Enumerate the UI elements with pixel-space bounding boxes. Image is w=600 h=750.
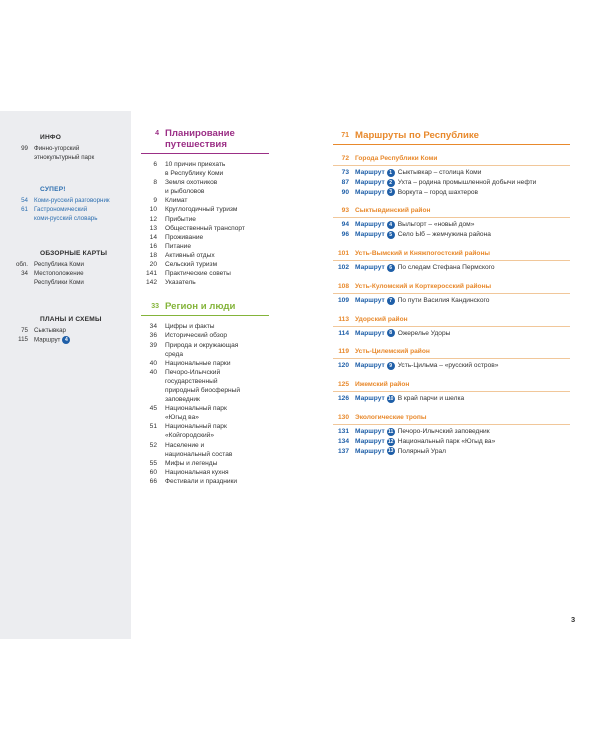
toc-entry[interactable] bbox=[141, 359, 269, 368]
route-entry[interactable] bbox=[333, 296, 570, 306]
route-entry[interactable] bbox=[333, 427, 570, 437]
route-title: Воркута – город шахтеров bbox=[397, 188, 479, 196]
routes-column bbox=[333, 130, 570, 456]
page-number: 73 bbox=[341, 169, 349, 176]
toc-entry[interactable] bbox=[141, 468, 269, 477]
sidebar-plans-heading: ПЛАНЫ И СХЕМЫ bbox=[40, 316, 102, 323]
entry-title: Финно-угорский этнокультурный парк bbox=[34, 145, 95, 161]
route-label: Маршрут bbox=[355, 188, 385, 196]
route-label: Маршрут bbox=[355, 169, 385, 176]
route-group bbox=[333, 206, 570, 240]
route-entry[interactable] bbox=[333, 263, 570, 273]
route-number-badge: 8 bbox=[387, 329, 395, 337]
route-label: Маршрут bbox=[355, 395, 385, 403]
route-entry[interactable] bbox=[333, 220, 570, 230]
page-number: 33 bbox=[151, 303, 159, 311]
sidebar-maps-item[interactable] bbox=[0, 270, 131, 288]
page-number: 113 bbox=[338, 315, 349, 323]
toc-entry[interactable] bbox=[141, 459, 269, 468]
sidebar-super-item[interactable] bbox=[0, 206, 131, 224]
region-heading[interactable] bbox=[141, 301, 269, 316]
toc-entry[interactable] bbox=[141, 331, 269, 340]
page-number: 87 bbox=[341, 178, 349, 186]
route-number-badge: 11 bbox=[388, 428, 394, 435]
entry-title: Печоро-Илычский государственный природный биосферный заповедник bbox=[165, 368, 241, 404]
route-number-badge: 7 bbox=[387, 297, 395, 305]
page-number: 99 bbox=[21, 145, 28, 152]
entry-title: Национальный парк «Югыд ва» bbox=[165, 405, 227, 422]
entry-title: Мифы и легенды bbox=[165, 459, 218, 467]
toc-entry[interactable] bbox=[141, 322, 269, 331]
page-number: 60 bbox=[149, 468, 157, 476]
group-title: Ижемский район bbox=[355, 381, 410, 389]
page-number: 93 bbox=[341, 207, 349, 215]
route-title: Полярный Урал bbox=[397, 447, 447, 455]
route-entry[interactable] bbox=[333, 437, 570, 447]
page-number: 101 bbox=[337, 249, 349, 257]
page-number: 51 bbox=[149, 423, 157, 431]
route-entry[interactable] bbox=[333, 168, 570, 178]
entry-title: Национальные парки bbox=[165, 359, 231, 367]
sidebar-plans-item[interactable] bbox=[0, 336, 131, 345]
toc-entry[interactable] bbox=[141, 224, 269, 233]
page-number: 134 bbox=[337, 437, 349, 445]
entry-title: Земля охотников и рыболовов bbox=[165, 179, 218, 196]
route-group-heading[interactable] bbox=[333, 413, 570, 425]
toc-entry[interactable] bbox=[141, 260, 269, 269]
page-number: 34 bbox=[149, 323, 157, 331]
route-label: Маршрут bbox=[355, 447, 385, 455]
route-title: Выльгорт – «новый дом» bbox=[397, 221, 475, 229]
group-title: Усть-Куломский и Корткеросский районы bbox=[355, 282, 492, 290]
page-number: 75 bbox=[21, 327, 28, 334]
page-number-footer: 3 bbox=[571, 615, 576, 624]
route-group-heading[interactable] bbox=[333, 347, 570, 359]
route-entry[interactable] bbox=[333, 447, 570, 457]
route-number-badge: 3 bbox=[387, 188, 395, 196]
route-number-badge: 4 bbox=[387, 221, 395, 229]
sidebar-info-item[interactable] bbox=[0, 145, 131, 163]
page-number: 108 bbox=[337, 282, 349, 290]
group-title: Усть-Вымский и Княжпогостский районы bbox=[355, 249, 491, 257]
route-number-badge: 13 bbox=[387, 448, 394, 455]
route-group bbox=[333, 347, 570, 371]
page-number: 12 bbox=[149, 215, 157, 223]
route-entry[interactable] bbox=[333, 230, 570, 240]
route-number-badge: 6 bbox=[387, 264, 395, 272]
page-number: 114 bbox=[338, 329, 349, 337]
page-number: 96 bbox=[341, 231, 349, 239]
sidebar-super-heading: СУПЕР! bbox=[40, 186, 66, 193]
route-entry[interactable] bbox=[333, 329, 570, 339]
page-number: 131 bbox=[337, 427, 349, 435]
sidebar-info-section bbox=[0, 134, 131, 163]
route-entry[interactable] bbox=[333, 188, 570, 198]
toc-entry[interactable] bbox=[141, 205, 269, 214]
entry-title: Природа и окружающая среда bbox=[165, 341, 239, 358]
sidebar-maps-item[interactable] bbox=[0, 261, 131, 270]
route-group bbox=[333, 315, 570, 339]
entry-title: Прибытие bbox=[165, 215, 196, 223]
planning-list bbox=[141, 160, 269, 287]
route-label: Маршрут bbox=[355, 296, 385, 304]
sidebar-super-item[interactable] bbox=[0, 197, 131, 206]
route-title: Ухта – родина промышленной добычи нефти bbox=[397, 178, 537, 186]
section-title: Планирование путешествия bbox=[165, 128, 235, 150]
entry-title: Население и национальный состав bbox=[165, 441, 233, 458]
route-group-heading[interactable] bbox=[333, 315, 570, 327]
route-title: По пути Василия Кандинского bbox=[397, 296, 490, 304]
page-number: 9 bbox=[153, 197, 157, 205]
page-number: 52 bbox=[149, 441, 157, 449]
entry-title: Цифры и факты bbox=[165, 323, 215, 331]
page-number: 40 bbox=[149, 359, 157, 367]
page-number: 71 bbox=[341, 132, 349, 139]
sidebar-info-heading: ИНФО bbox=[40, 134, 62, 141]
page-number: 119 bbox=[338, 348, 349, 356]
page-number: 137 bbox=[337, 447, 349, 455]
route-group-heading[interactable] bbox=[333, 380, 570, 392]
route-group bbox=[333, 249, 570, 273]
route-title: Ожерелье Удоры bbox=[397, 329, 451, 337]
entry-title: Исторический обзор bbox=[165, 332, 228, 340]
route-label: Маршрут bbox=[355, 437, 385, 445]
toc-entry[interactable] bbox=[141, 251, 269, 260]
route-number-badge: 5 bbox=[387, 231, 395, 239]
toc-entry[interactable] bbox=[141, 404, 269, 422]
entry-title: Проживание bbox=[165, 233, 204, 241]
route-group-heading[interactable] bbox=[333, 249, 570, 261]
page-number: 61 bbox=[21, 205, 28, 213]
page-number: 141 bbox=[145, 270, 157, 278]
toc-entry[interactable] bbox=[141, 269, 269, 278]
route-number-badge: 4 bbox=[62, 336, 70, 344]
route-group bbox=[333, 380, 570, 404]
page-number: 90 bbox=[341, 188, 349, 196]
toc-entry[interactable] bbox=[141, 233, 269, 242]
sidebar-maps-heading: ОБЗОРНЫЕ КАРТЫ bbox=[40, 250, 108, 257]
route-label: Маршрут bbox=[355, 362, 385, 370]
routes-heading[interactable] bbox=[333, 130, 570, 145]
route-label: Маршрут bbox=[355, 231, 385, 239]
route-title: По следам Стефана Пермского bbox=[397, 263, 495, 271]
toc-entry[interactable] bbox=[141, 441, 269, 459]
routes-list bbox=[333, 154, 570, 456]
page-number: обл. bbox=[15, 261, 28, 268]
page-number: 14 bbox=[149, 233, 157, 241]
route-entry[interactable] bbox=[333, 361, 570, 371]
entry-title: Указатель bbox=[165, 279, 196, 287]
page-number: 72 bbox=[341, 155, 349, 162]
route-group-heading[interactable] bbox=[333, 206, 570, 218]
page-number: 10 bbox=[149, 206, 157, 214]
page-number: 126 bbox=[337, 395, 349, 403]
sidebar-super-section bbox=[0, 186, 131, 223]
group-title: Сыктывдинский район bbox=[355, 207, 431, 215]
page-number: 109 bbox=[337, 296, 349, 304]
route-title: Усть-Цильма – «русский остров» bbox=[397, 362, 499, 370]
sidebar-maps-section bbox=[0, 250, 131, 287]
route-number-badge: 12 bbox=[387, 438, 394, 445]
entry-title: Маршрут 4 bbox=[34, 336, 131, 345]
page-number: 36 bbox=[149, 332, 157, 340]
entry-title: Фестивали и праздники bbox=[165, 477, 238, 485]
entry-title: Климат bbox=[165, 197, 188, 205]
planning-heading[interactable] bbox=[141, 128, 269, 154]
page-number: 102 bbox=[337, 263, 349, 271]
toc-entry[interactable] bbox=[141, 341, 269, 359]
page-number: 115 bbox=[18, 335, 28, 343]
entry-title: Республика Коми bbox=[34, 261, 84, 268]
region-list bbox=[141, 322, 269, 486]
toc-entry[interactable] bbox=[141, 368, 269, 404]
page-number: 125 bbox=[337, 381, 349, 389]
group-title: Удорский район bbox=[355, 315, 408, 323]
page-number: 130 bbox=[337, 413, 349, 421]
page-number: 39 bbox=[149, 341, 157, 349]
entry-title: Практические советы bbox=[165, 270, 231, 278]
page-number: 120 bbox=[337, 362, 349, 370]
route-label: Маршрут bbox=[355, 263, 385, 271]
route-title: Село Ыб – жемчужина района bbox=[397, 231, 491, 239]
sidebar bbox=[0, 111, 131, 639]
toc-entry[interactable] bbox=[141, 178, 269, 196]
route-title: Сыктывкар – столица Коми bbox=[397, 169, 482, 176]
entry-title: Национальная кухня bbox=[165, 468, 229, 476]
entry-title: Сыктывкар bbox=[34, 327, 66, 334]
route-number-badge: 2 bbox=[387, 179, 395, 187]
toc-entry[interactable] bbox=[141, 477, 269, 486]
toc-entry[interactable] bbox=[141, 422, 269, 440]
entry-title: 10 причин приехать в Республику Коми bbox=[165, 161, 226, 178]
route-entry[interactable] bbox=[333, 394, 570, 404]
entry-title: Активный отдых bbox=[165, 251, 215, 259]
sidebar-plans-item[interactable] bbox=[0, 327, 131, 336]
page-number: 13 bbox=[149, 224, 157, 232]
page-number: 6 bbox=[153, 161, 157, 168]
toc-entry[interactable] bbox=[141, 160, 269, 178]
entry-title: Гастрономический коми-русский словарь bbox=[34, 205, 98, 222]
page-number: 34 bbox=[21, 269, 28, 277]
group-title: Экологические тропы bbox=[355, 413, 427, 421]
page-number: 94 bbox=[341, 221, 349, 229]
page-number: 45 bbox=[149, 405, 157, 413]
toc-entry[interactable] bbox=[141, 196, 269, 205]
sidebar-plans-section bbox=[0, 316, 131, 345]
route-label: Маршрут bbox=[355, 178, 385, 186]
page-number: 54 bbox=[21, 197, 28, 204]
route-number-badge: 1 bbox=[387, 169, 395, 177]
route-title: В край парчи и шелка bbox=[397, 395, 465, 403]
entry-title: Сельский туризм bbox=[165, 261, 218, 269]
planning-and-region-column bbox=[141, 128, 269, 486]
section-title: Маршруты по Республике bbox=[355, 130, 480, 141]
page-number: 40 bbox=[149, 368, 157, 376]
route-label: Маршрут bbox=[355, 329, 385, 337]
page-number: 4 bbox=[155, 130, 159, 137]
entry-title: Общественный транспорт bbox=[165, 224, 245, 232]
section-title: Регион и люди bbox=[165, 301, 236, 313]
toc-entry[interactable] bbox=[141, 242, 269, 251]
route-label: Маршрут bbox=[355, 221, 385, 229]
route-group bbox=[333, 154, 570, 197]
page-number: 142 bbox=[145, 279, 157, 287]
entry-title: Местоположение Республики Коми bbox=[34, 269, 84, 286]
group-title: Города Республики Коми bbox=[355, 155, 438, 162]
route-entry[interactable] bbox=[333, 178, 570, 188]
page-number: 16 bbox=[149, 242, 157, 250]
page-number: 66 bbox=[149, 477, 157, 485]
group-title: Усть-Цилемский район bbox=[355, 348, 430, 356]
entry-title: Питание bbox=[165, 242, 192, 250]
route-group-heading[interactable] bbox=[333, 154, 570, 166]
page-number: 8 bbox=[153, 179, 157, 187]
entry-title: Национальный парк «Койгородский» bbox=[165, 423, 227, 440]
page-number: 18 bbox=[149, 251, 157, 259]
entry-title: Коми-русский разговорник bbox=[34, 197, 110, 204]
route-group-heading[interactable] bbox=[333, 282, 570, 294]
route-label: Маршрут bbox=[355, 427, 385, 435]
route-group bbox=[333, 282, 570, 306]
entry-title: Круглогодичный туризм bbox=[165, 206, 238, 214]
route-title: Национальный парк «Югыд ва» bbox=[397, 437, 496, 445]
route-number-badge: 10 bbox=[387, 396, 394, 403]
page-number: 55 bbox=[149, 459, 157, 467]
page-number: 20 bbox=[149, 261, 157, 269]
route-number-badge: 9 bbox=[387, 362, 395, 370]
toc-entry[interactable] bbox=[141, 278, 269, 287]
toc-entry[interactable] bbox=[141, 215, 269, 224]
route-title: Печоро-Илычский заповедник bbox=[397, 427, 490, 435]
route-group bbox=[333, 413, 570, 456]
